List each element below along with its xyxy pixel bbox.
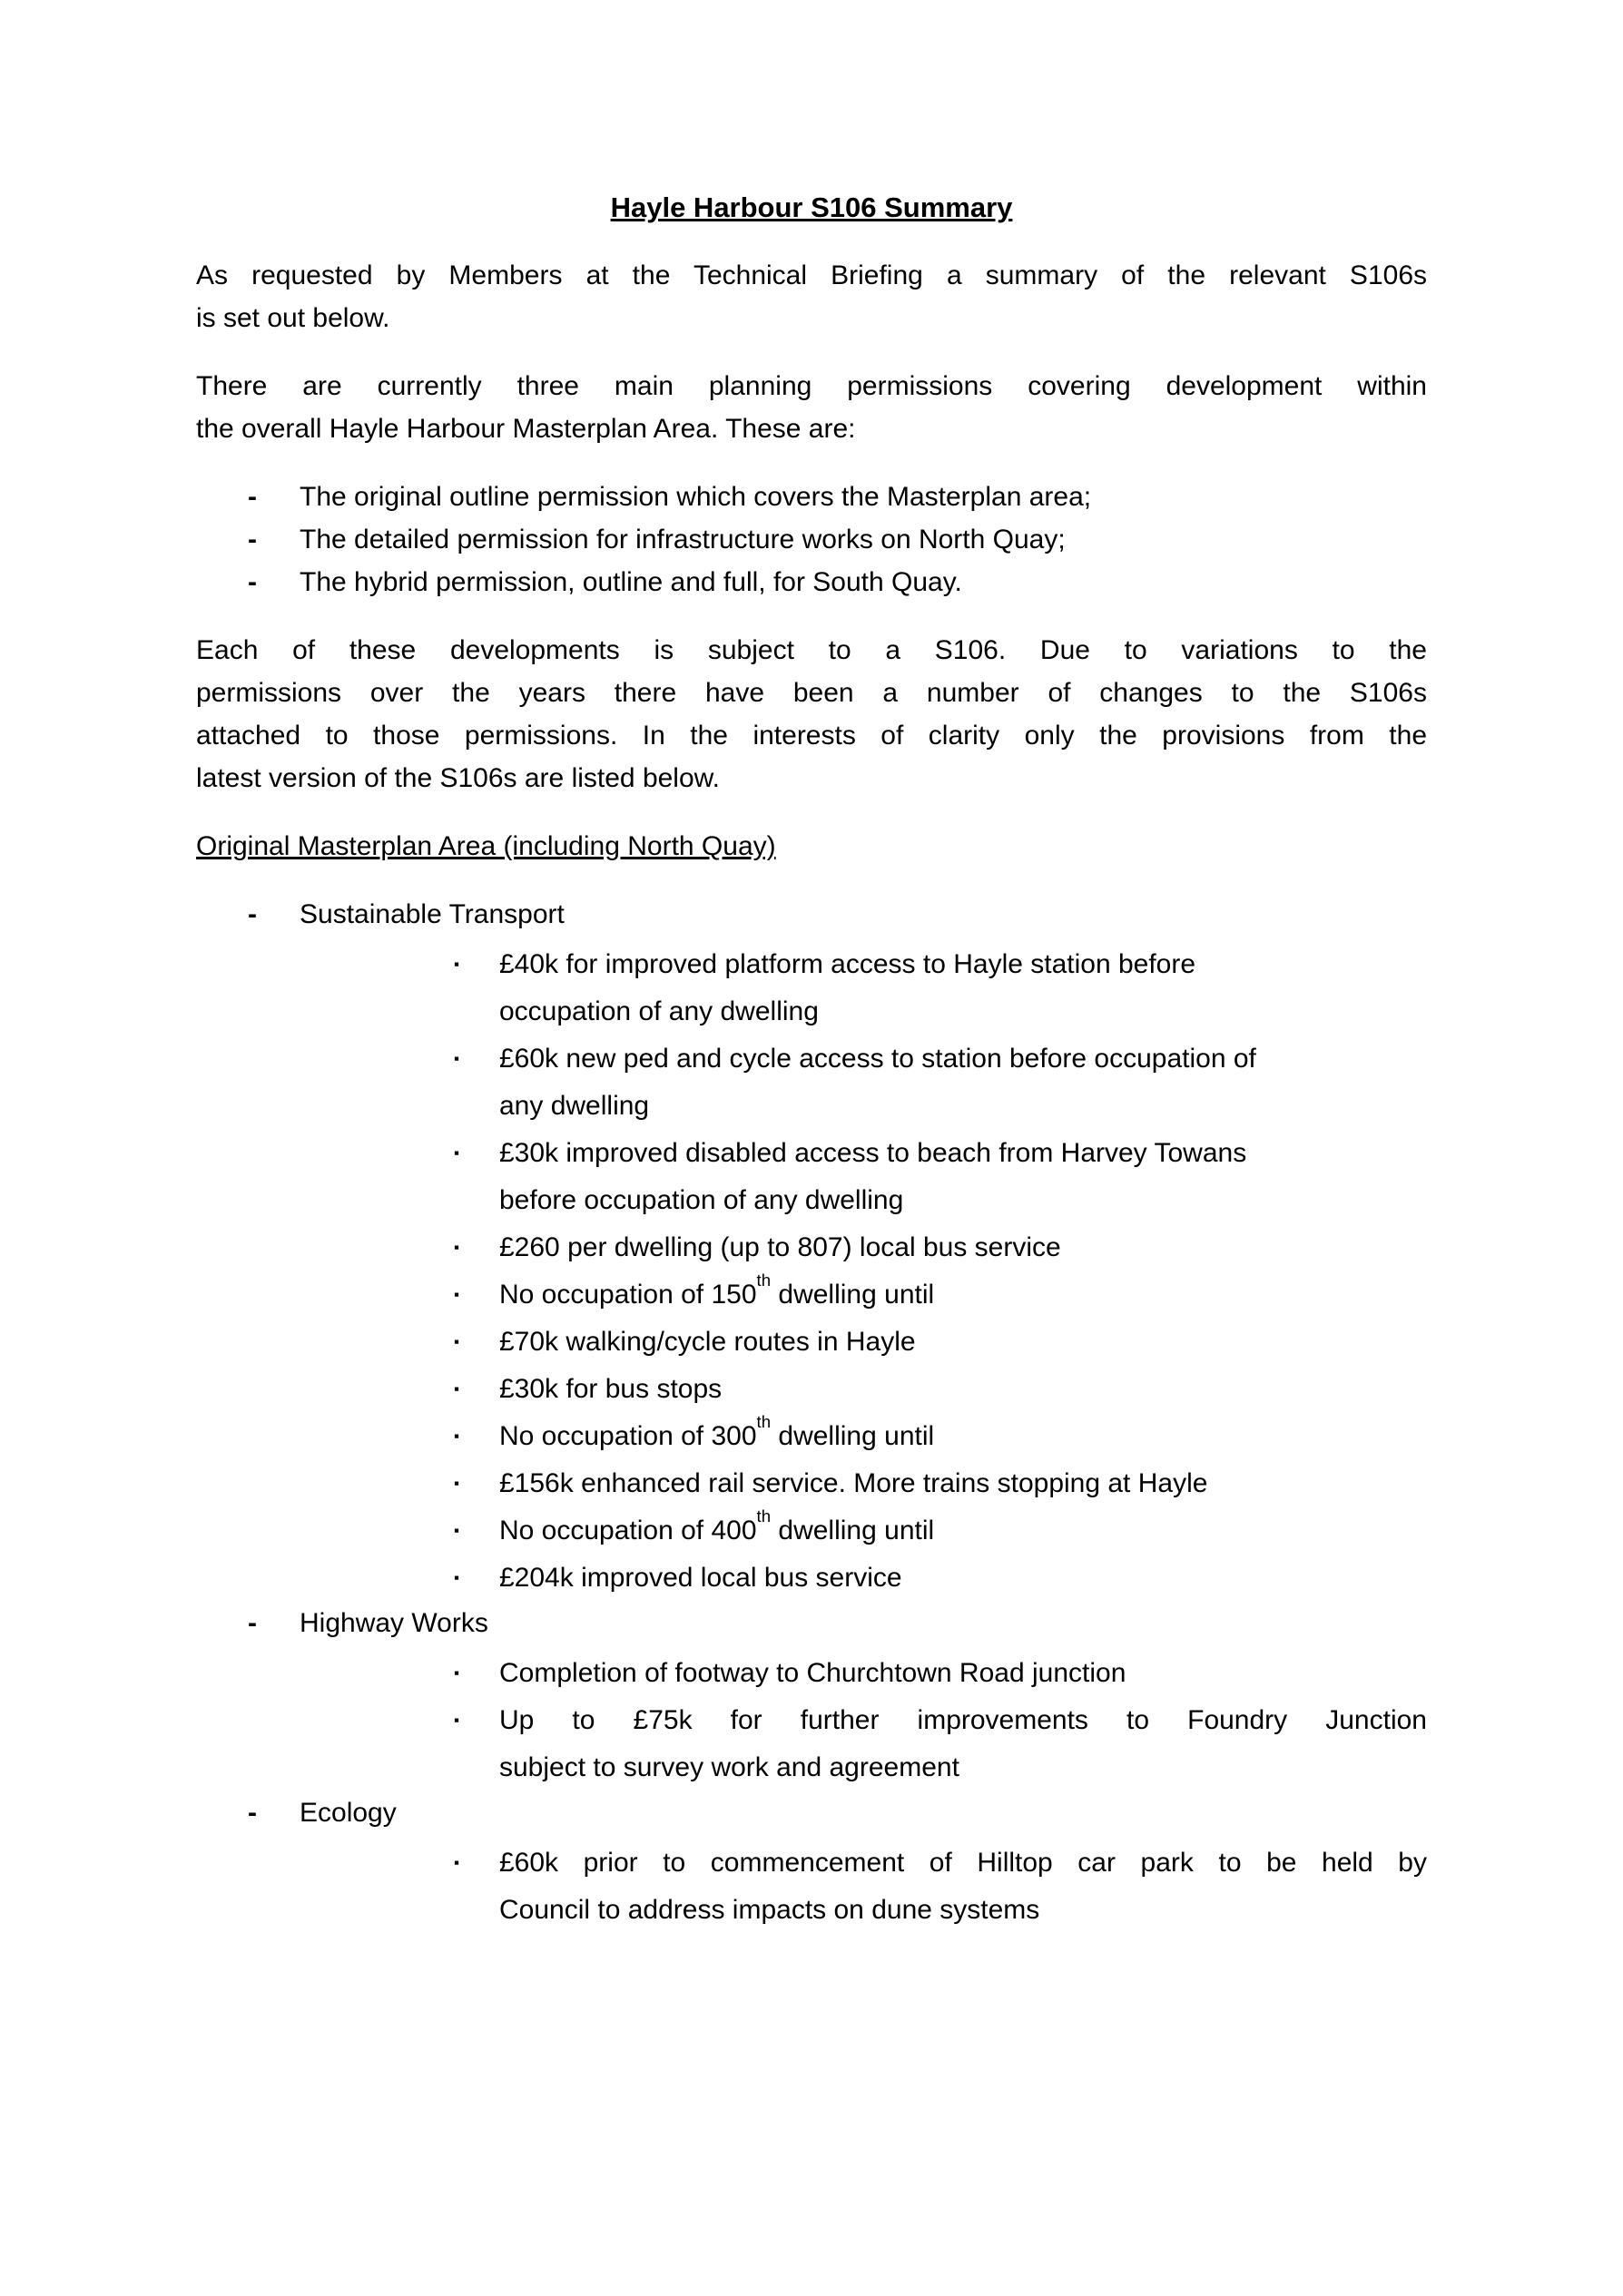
text-line: ▪ No occupation of 150th dwelling until bbox=[499, 1270, 935, 1310]
text-line: ▪ £30k for bus stops bbox=[499, 1374, 723, 1404]
text-line: any dwelling bbox=[499, 1091, 650, 1121]
obligation-sublist bbox=[300, 941, 1427, 1602]
permission-list-item bbox=[300, 476, 1427, 518]
obligation-item bbox=[499, 1460, 1427, 1507]
text-line: the overall Hayle Harbour Masterplan Area. These are: bbox=[196, 414, 856, 444]
obligation-item bbox=[499, 1271, 1427, 1319]
paragraph-intro bbox=[196, 254, 1427, 339]
permission-list-item bbox=[300, 561, 1427, 603]
obligation-item bbox=[499, 1650, 1427, 1697]
obligation-item bbox=[499, 1130, 1427, 1224]
text-line: - The detailed permission for infrastructure works on North Quay; bbox=[300, 525, 1066, 554]
obligation-item bbox=[499, 1413, 1427, 1460]
ordinal-suffix: th bbox=[756, 1411, 772, 1431]
group-highway-works bbox=[300, 1602, 1427, 1791]
obligation-item bbox=[499, 1840, 1427, 1934]
text-line: permissions over the years there have been a number of changes to the S106s bbox=[196, 678, 1427, 708]
group-label: - Sustainable Transport bbox=[300, 899, 565, 929]
text-line: ▪ £70k walking/cycle routes in Hayle bbox=[499, 1327, 916, 1357]
paragraph-s106 bbox=[196, 629, 1427, 800]
text-line: Council to address impacts on dune systems bbox=[499, 1895, 1040, 1925]
ordinal-suffix: th bbox=[756, 1270, 772, 1290]
text-line: is set out below. bbox=[196, 303, 390, 333]
group-label: - Highway Works bbox=[300, 1608, 488, 1638]
text-line: ▪ £60k prior to commencement of Hilltop car park to be held by bbox=[499, 1848, 1427, 1878]
section-heading: Original Masterplan Area (including North Quay) bbox=[196, 831, 776, 861]
text-line: subject to survey work and agreement bbox=[499, 1752, 959, 1782]
permission-list bbox=[196, 476, 1427, 603]
obligation-list bbox=[196, 893, 1427, 1934]
text-line: - The hybrid permission, outline and full, for South Quay. bbox=[300, 567, 962, 597]
group-label: - Ecology bbox=[300, 1798, 397, 1828]
text-line: ▪ Up to £75k for further improvements to Foundry Junction bbox=[499, 1705, 1427, 1735]
text-line: As requested by Members at the Technical Briefing a summary of the relevant S106s bbox=[196, 260, 1427, 290]
obligation-sublist bbox=[300, 1650, 1427, 1791]
text-line: attached to those permissions. In the interests of clarity only the provisions from the bbox=[196, 721, 1427, 751]
group-sustainable-transport bbox=[300, 893, 1427, 1602]
obligation-item bbox=[499, 1697, 1427, 1791]
text-line: ▪ £40k for improved platform access to Hayle station before bbox=[499, 949, 1196, 979]
text-line: ▪ £156k enhanced rail service. More trains stopping at Hayle bbox=[499, 1468, 1208, 1498]
obligation-item bbox=[499, 1555, 1427, 1602]
text-line: ▪ Completion of footway to Churchtown Road junction bbox=[499, 1658, 1126, 1688]
text-line: ▪ No occupation of 400th dwelling until bbox=[499, 1506, 935, 1545]
paragraph-permissions bbox=[196, 365, 1427, 450]
text-line: There are currently three main planning permissions covering development within bbox=[196, 371, 1427, 401]
text-line: ▪ £30k improved disabled access to beach from Harvey Towans bbox=[499, 1138, 1247, 1168]
obligation-item bbox=[499, 1319, 1427, 1366]
text-line: ▪ £260 per dwelling (up to 807) local bus service bbox=[499, 1232, 1061, 1262]
group-ecology bbox=[300, 1791, 1427, 1934]
obligation-item bbox=[499, 1224, 1427, 1271]
text-line: ▪ £60k new ped and cycle access to station before occupation of bbox=[499, 1044, 1256, 1074]
ordinal-suffix: th bbox=[756, 1506, 772, 1526]
text-line: ▪ £204k improved local bus service bbox=[499, 1563, 902, 1593]
text-line: ▪ No occupation of 300th dwelling until bbox=[499, 1411, 935, 1451]
obligation-item bbox=[499, 1035, 1427, 1130]
obligation-item bbox=[499, 1366, 1427, 1413]
text-line: - The original outline permission which covers the Masterplan area; bbox=[300, 482, 1092, 512]
obligation-sublist bbox=[300, 1840, 1427, 1934]
text-line: Each of these developments is subject to a S106. Due to variations to the bbox=[196, 635, 1427, 665]
obligation-item bbox=[499, 1507, 1427, 1555]
text-line: occupation of any dwelling bbox=[499, 996, 819, 1026]
document-title: Hayle Harbour S106 Summary bbox=[610, 191, 1013, 223]
permission-list-item bbox=[300, 518, 1427, 561]
obligation-item bbox=[499, 941, 1427, 1035]
text-line: latest version of the S106s are listed below. bbox=[196, 763, 721, 793]
text-line: before occupation of any dwelling bbox=[499, 1185, 904, 1215]
